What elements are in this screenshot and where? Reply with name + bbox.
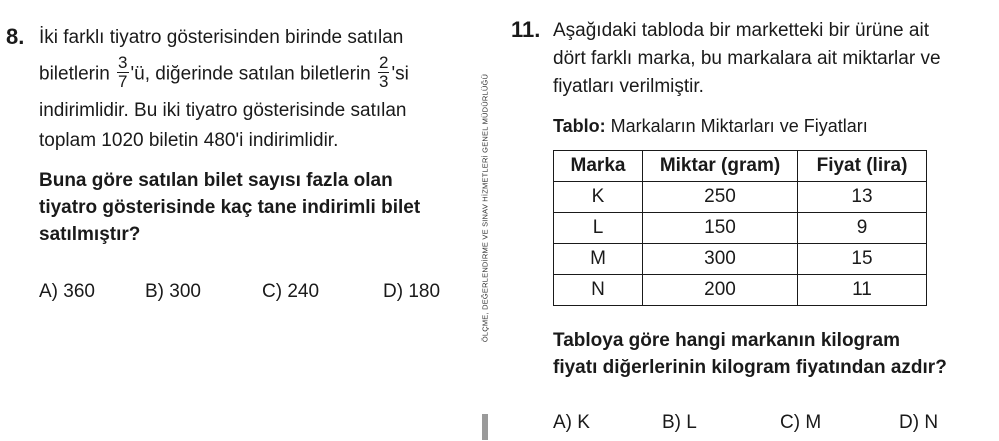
table-cell-price: 9 [798,213,927,244]
question-8-option-d[interactable]: D) 180 [383,281,441,302]
table-cell-amount: 200 [643,275,798,306]
question-11-option-c[interactable]: C) M [780,412,822,433]
question-8-line-2 [39,53,409,93]
question-11-option-d[interactable]: D) N [899,412,939,433]
question-11-prompt-2: fiyatı diğerlerinin kilogram fiyatından azdır? [553,357,947,378]
sidebar-institution-text: ÖLÇME, DEĞERLENDİRME VE SINAV HİZMETLERİ GENEL MÜDÜRLÜĞÜ [480,73,490,343]
question-8-number: 8. [6,24,25,49]
table-cell-brand: M [554,244,643,275]
question-8-line-3: indirimlidir. Bu iki tiyatro gösterisinde satılan [39,100,407,121]
question-8-prompt-2: tiyatro gösterisinde kaç tane indirimli bilet [39,197,421,218]
question-11-line-3: fiyatları verilmiştir. [553,76,704,97]
question-8-line-2-c: 'si [391,63,409,85]
table-cell-amount: 150 [643,213,798,244]
question-11-line-1: Aşağıdaki tabloda bir marketteki bir ürüne ait [553,20,929,41]
vertical-sidebar [478,8,492,408]
table-row [554,182,927,213]
question-8-prompt-1: Buna göre satılan bilet sayısı fazla olan [39,170,393,191]
fraction-2-denominator: 3 [379,72,389,91]
question-11-line-2: dört farklı marka, bu markalara ait miktarlar ve [553,48,941,69]
table-header-amount: Miktar (gram) [643,151,798,182]
question-8-line-1: İki farklı tiyatro gösterisinden birinde satılan [39,27,404,48]
fraction-1-numerator: 3 [118,53,128,72]
table-cell-brand: N [554,275,643,306]
sidebar-gray-bar [482,414,488,440]
question-8-line-4: toplam 1020 biletin 480'i indirimlidir. [39,130,339,151]
table-row [554,244,927,275]
table-row [554,275,927,306]
table-cell-amount: 250 [643,182,798,213]
table-cell-price: 15 [798,244,927,275]
fraction-1-denominator: 7 [118,72,128,91]
question-11-option-a[interactable]: A) K [553,412,590,433]
question-8-option-b[interactable]: B) 300 [145,281,201,302]
fraction-three-sevenths [117,54,128,91]
table-cell-brand: K [554,182,643,213]
table-cell-amount: 300 [643,244,798,275]
table-cell-price: 13 [798,182,927,213]
fraction-2-numerator: 2 [379,53,389,72]
table-header-brand: Marka [554,151,643,182]
table-caption-label: Tablo: [553,116,606,136]
table-caption-text: Markaların Miktarları ve Fiyatları [605,116,868,136]
question-11-number: 11. [511,17,541,42]
question-8-line-2-a: biletlerin [39,63,110,85]
question-8-option-a[interactable]: A) 360 [39,281,95,302]
table-caption [553,116,868,137]
brands-table [553,150,927,306]
question-8-line-2-b: 'ü, diğerinde satılan biletlerin [130,63,371,85]
question-11-prompt-1: Tabloya göre hangi markanın kilogram [553,330,901,351]
table-header-row [554,151,927,182]
table-cell-brand: L [554,213,643,244]
question-11-option-b[interactable]: B) L [662,412,697,433]
table-header-price: Fiyat (lira) [798,151,927,182]
table-row [554,213,927,244]
question-8-option-c[interactable]: C) 240 [262,281,320,302]
fraction-two-thirds [378,54,389,91]
question-8-prompt-3: satılmıştır? [39,224,141,245]
table-cell-price: 11 [798,275,927,306]
